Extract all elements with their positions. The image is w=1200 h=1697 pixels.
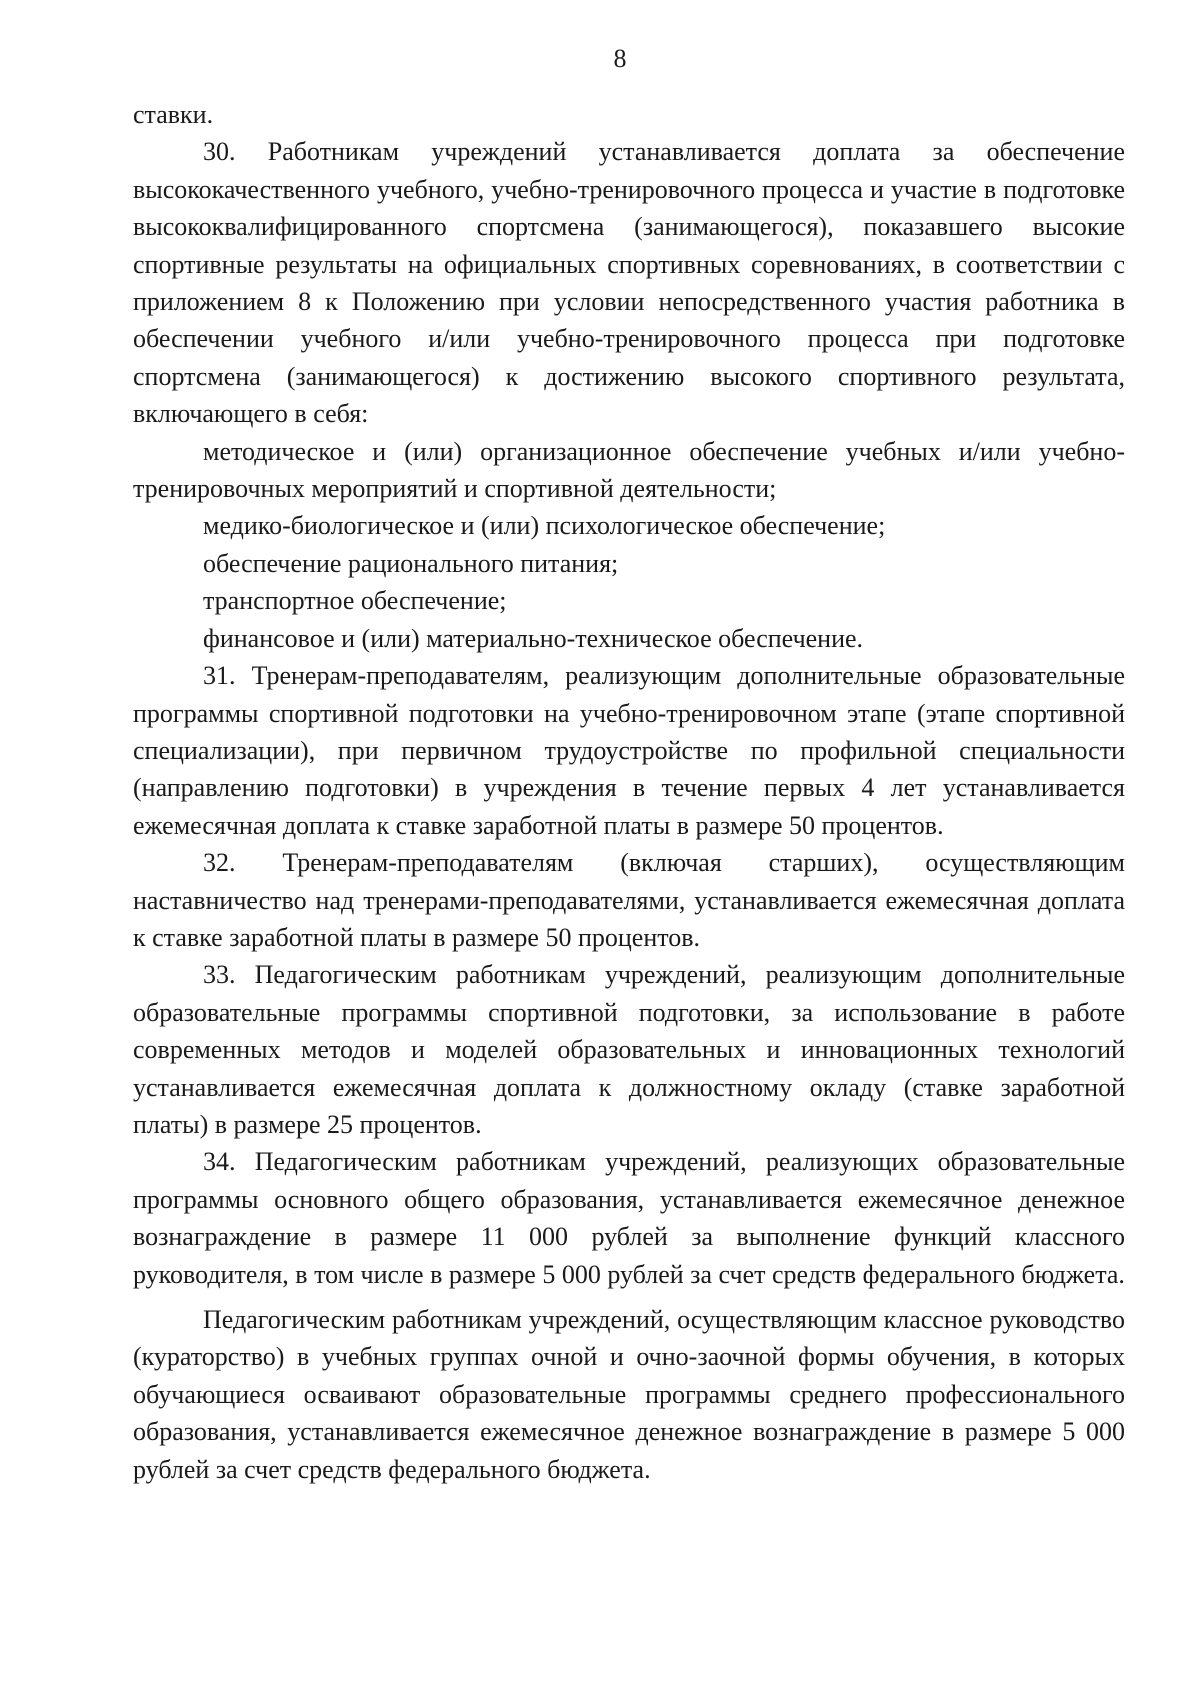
document-body [133,96,1125,1488]
list-item-methodical: методическое и (или) организационное обеспечение учебных и/или учебно-тренировочных мероприятий и спортивной деятельности; [133,436,1125,504]
paragraph-31: 31. Тренерам-преподавателям, реализующим дополнительные образовательные программы спортивной подготовки на учебно-тренировочном этапе (этапе спортивной специализации), при первичном трудоустройстве по профильной специальности (направлению подготовки) в учреждения в течение первых 4 лет устанавливается ежемесячная доплата к ставке заработной платы в размере 50 процентов. [133,661,1125,840]
paragraph-34-continued: Педагогическим работникам учреждений, осуществляющим классное руководство (кураторство) в учебных группах очной и очно-заочной формы обучения, в которых обучающиеся осваивают образовательные программы среднего профессионального образования, устанавливается ежемесячное денежное вознаграждение в размере 5 000 рублей за счет средств федерального бюджета. [133,1305,1125,1484]
paragraph-32: 32. Тренерам-преподавателям (включая старших), осуществляющим наставничество над тренерами-преподавателями, устанавливается ежемесячная доплата к ставке заработной платы в размере 50 процентов. [133,848,1125,952]
paragraph-33: 33. Педагогическим работникам учреждений, реализующим дополнительные образовательные программы спортивной подготовки, за использование в работе современных методов и моделей образовательных и инновационных технологий устанавливается ежемесячная доплата к должностному окладу (ставке заработной платы) в размере 25 процентов. [133,960,1125,1139]
list-item-transport: транспортное обеспечение; [203,586,507,616]
list-item-financial: финансовое и (или) материально-техническое обеспечение. [203,623,864,653]
paragraph-30: 30. Работникам учреждений устанавливается доплата за обеспечение высококачественного учебного, учебно-тренировочного процесса и участие в подготовке высококвалифицированного спортсмена (занимающегося), показавшего высокие спортивные результаты на официальных спортивных соревнованиях, в соответствии с приложением 8 к Положению при условии непосредственного участия работника в обеспечении учебного и/или учебно-тренировочного процесса при подготовке спортсмена (занимающегося) к достижению высокого спортивного результата, включающего в себя: [133,137,1125,429]
paragraph-continuation: ставки. [133,100,214,129]
list-item-medical: медико-биологическое и (или) психологическое обеспечение; [203,511,886,541]
list-item-nutrition: обеспечение рационального питания; [203,548,619,578]
page-number: 8 [613,44,627,73]
paragraph-34: 34. Педагогическим работникам учреждений, реализующих образовательные программы основного общего образования, устанавливается ежемесячное денежное вознаграждение в размере 11 000 рублей за выполнение функций классного руководителя, в том числе в размере 5 000 рублей за счет средств федерального бюджета. [133,1147,1125,1289]
